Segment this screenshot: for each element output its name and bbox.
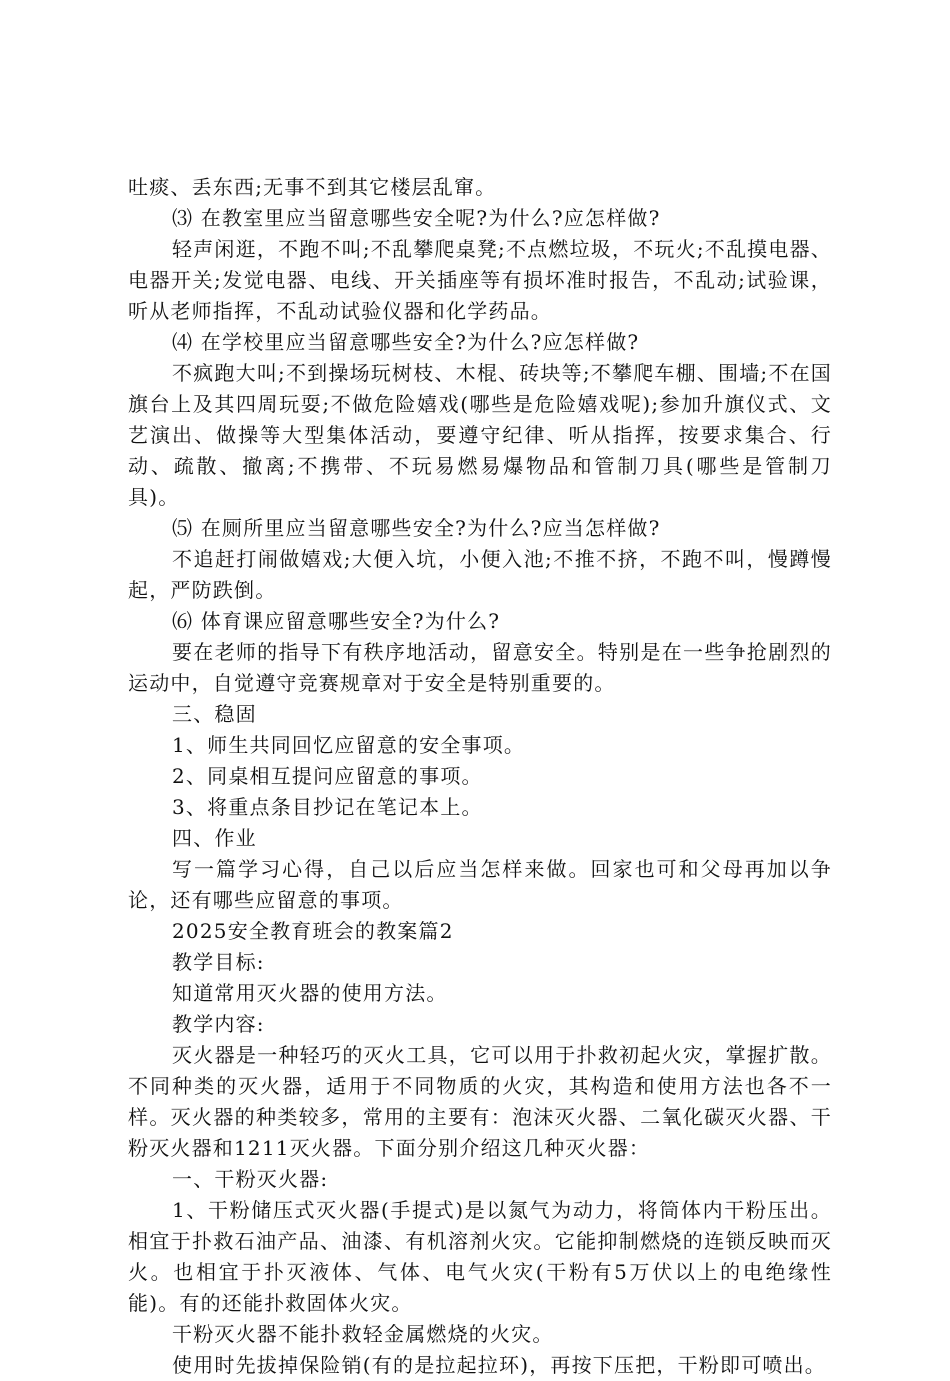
- paragraph-homework: 写一篇学习心得，自己以后应当怎样来做。回家也可和父母再加以争论，还有哪些应留意的事项。: [128, 857, 832, 912]
- heading-teaching-goal: 教学目标:: [172, 950, 265, 974]
- heading-teaching-content: 教学内容:: [172, 1012, 265, 1036]
- paragraph-question-5: ⑸ 在厕所里应当留意哪些安全?为什么?应当怎样做?: [172, 516, 661, 540]
- paragraph-question-4: ⑷ 在学校里应当留意哪些安全?为什么?应怎样做?: [172, 330, 640, 354]
- list-item-3: 3、将重点条目抄记在笔记本上。: [172, 795, 483, 819]
- section-heading-homework: 四、作业: [172, 826, 257, 850]
- paragraph-dry-powder-1: 1、干粉储压式灭火器(手提式)是以氮气为动力，将筒体内干粉压出。相宜于扑救石油产品、油漆、有机溶剂火灾。它能抑制燃烧的连锁反映而灭火。也相宜于扑灭液体、气体、电气火灾(干粉有5万伏以上的电绝缘性能)。有的还能扑救固体火灾。: [128, 1198, 832, 1315]
- paragraph-dry-powder-limit: 干粉灭火器不能扑救轻金属燃烧的火灾。: [172, 1322, 554, 1346]
- paragraph-answer-3: 轻声闲逛，不跑不叫;不乱攀爬桌凳;不点燃垃圾，不玩火;不乱摸电器、电器开关;发觉电器、电线、开关插座等有损坏准时报告，不乱动;试验课，听从老师指挥，不乱动试验仪器和化学药品。: [128, 237, 832, 323]
- paragraph-answer-4: 不疯跑大叫;不到操场玩树枝、木棍、砖块等;不攀爬车棚、围墙;不在国旗台上及其四周玩耍;不做危险嬉戏(哪些是危险嬉戏呢);参加升旗仪式、文艺演出、做操等大型集体活动，要遵守纪律、听从指挥，按要求集合、行动、疏散、撤离;不携带、不玩易燃易爆物品和管制刀具(哪些是管制刀具)。: [128, 361, 832, 509]
- heading-dry-powder: 一、干粉灭火器:: [172, 1167, 329, 1191]
- document-body: [128, 172, 832, 1381]
- paragraph-question-3: ⑶ 在教室里应当留意哪些安全呢?为什么?应怎样做?: [172, 206, 661, 230]
- paragraph-extinguisher-intro: 灭火器是一种轻巧的灭火工具，它可以用于扑救初起火灾，掌握扩散。不同种类的灭火器，适用于不同物质的火灾，其构造和使用方法也各不一样。灭火器的种类较多，常用的主要有：泡沫灭火器、二氧化碳灭火器、干粉灭火器和1211灭火器。下面分别介绍这几种灭火器：: [128, 1043, 832, 1160]
- list-item-1: 1、师生共同回忆应留意的安全事项。: [172, 733, 526, 757]
- paragraph-teaching-goal: 知道常用灭火器的使用方法。: [172, 981, 448, 1005]
- list-item-2: 2、同桌相互提问应留意的事项。: [172, 764, 483, 788]
- section-title-lesson-2: 2025安全教育班会的教案篇2: [172, 919, 454, 943]
- paragraph-answer-5: 不追赶打闹做嬉戏;大便入坑，小便入池;不推不挤，不跑不叫，慢蹲慢起，严防跌倒。: [128, 547, 832, 602]
- paragraph-dry-powder-usage: 使用时先拔掉保险销(有的是拉起拉环)，再按下压把，干粉即可喷出。: [172, 1353, 827, 1377]
- paragraph-answer-6: 要在老师的指导下有秩序地活动，留意安全。特别是在一些争抢剧烈的运动中，自觉遵守竞赛规章对于安全是特别重要的。: [128, 640, 832, 695]
- paragraph-continuation: 吐痰、丢东西;无事不到其它楼层乱窜。: [128, 175, 497, 199]
- paragraph-question-6: ⑹ 体育课应留意哪些安全?为什么?: [172, 609, 501, 633]
- section-heading-consolidate: 三、稳固: [172, 702, 257, 726]
